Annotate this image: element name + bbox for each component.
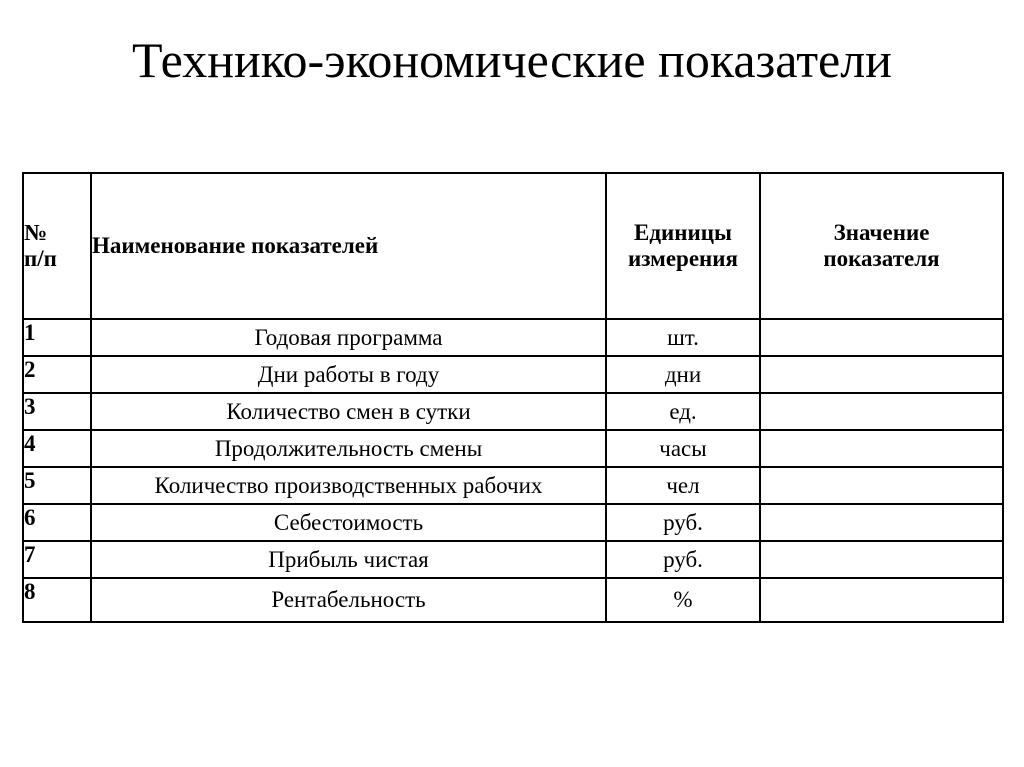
row-name: Продолжительность смены bbox=[91, 430, 606, 467]
row-unit: руб. bbox=[606, 541, 760, 578]
row-value bbox=[760, 319, 1003, 356]
row-name: Годовая программа bbox=[91, 319, 606, 356]
row-unit: % bbox=[606, 578, 760, 622]
row-number: 1 bbox=[23, 319, 91, 356]
row-value bbox=[760, 467, 1003, 504]
indicators-table bbox=[22, 172, 1004, 623]
row-value bbox=[760, 578, 1003, 622]
header-value bbox=[760, 173, 1003, 319]
row-number: 8 bbox=[23, 578, 91, 622]
row-number: 2 bbox=[23, 356, 91, 393]
row-value bbox=[760, 504, 1003, 541]
row-unit: чел bbox=[606, 467, 760, 504]
row-unit: шт. bbox=[606, 319, 760, 356]
row-value bbox=[760, 430, 1003, 467]
row-name: Количество смен в сутки bbox=[91, 393, 606, 430]
header-name bbox=[91, 173, 606, 319]
header-value-line1: Значение bbox=[833, 220, 930, 245]
header-unit-line1: Единицы bbox=[634, 220, 732, 245]
row-unit: часы bbox=[606, 430, 760, 467]
table-row bbox=[23, 356, 1003, 393]
header-number-line2: п/п bbox=[24, 246, 57, 271]
row-unit: руб. bbox=[606, 504, 760, 541]
header-unit bbox=[606, 173, 760, 319]
row-number: 3 bbox=[23, 393, 91, 430]
row-number: 4 bbox=[23, 430, 91, 467]
row-unit: дни bbox=[606, 356, 760, 393]
row-number: 7 bbox=[23, 541, 91, 578]
row-value bbox=[760, 356, 1003, 393]
header-name-label: Наименование показателей bbox=[92, 233, 379, 258]
row-value bbox=[760, 541, 1003, 578]
row-name: Рентабельность bbox=[91, 578, 606, 622]
header-value-line2: показателя bbox=[823, 246, 940, 271]
row-value bbox=[760, 393, 1003, 430]
header-unit-line2: измерения bbox=[628, 246, 738, 271]
table-row bbox=[23, 319, 1003, 356]
row-name: Прибыль чистая bbox=[91, 541, 606, 578]
row-number: 5 bbox=[23, 467, 91, 504]
table-row bbox=[23, 578, 1003, 622]
table-header-row bbox=[23, 173, 1003, 319]
page-title: Технико-экономические показатели bbox=[132, 32, 892, 88]
table-row bbox=[23, 504, 1003, 541]
row-name: Дни работы в году bbox=[91, 356, 606, 393]
table-row bbox=[23, 467, 1003, 504]
header-number-line1: № bbox=[24, 220, 48, 245]
row-number: 6 bbox=[23, 504, 91, 541]
row-name: Себестоимость bbox=[91, 504, 606, 541]
row-unit: ед. bbox=[606, 393, 760, 430]
table-row bbox=[23, 393, 1003, 430]
header-number bbox=[23, 173, 91, 319]
table-row bbox=[23, 541, 1003, 578]
row-name: Количество производственных рабочих bbox=[91, 467, 606, 504]
table-row bbox=[23, 430, 1003, 467]
